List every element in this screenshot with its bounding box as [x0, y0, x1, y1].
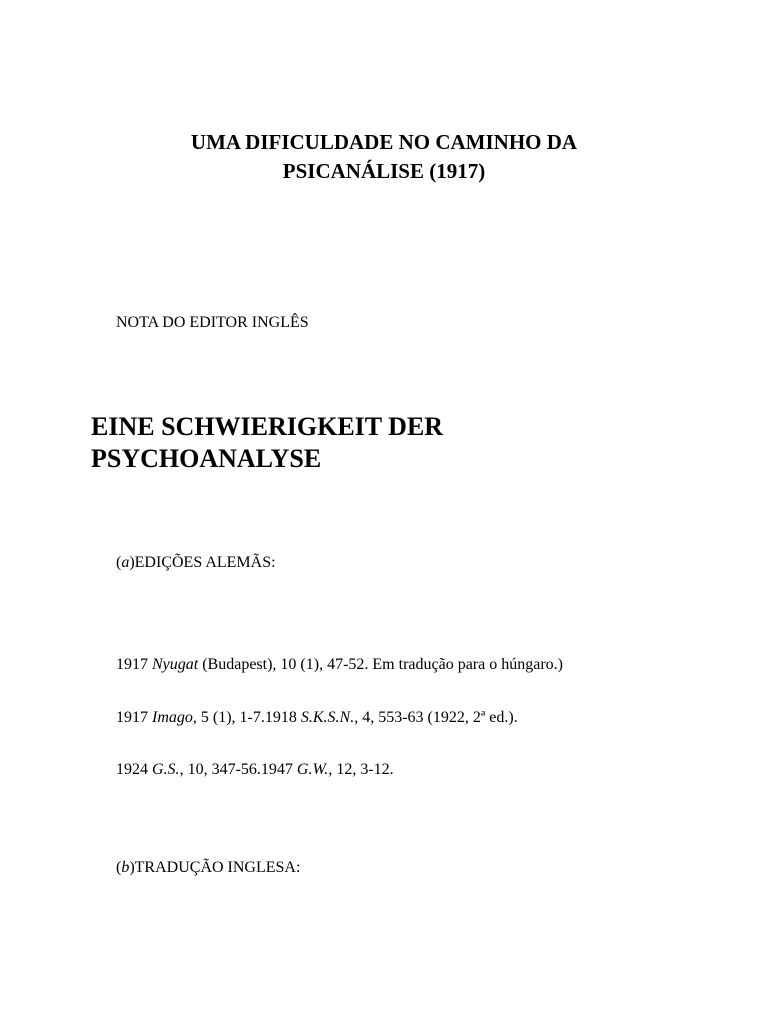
german-title	[91, 411, 443, 475]
section-label: EDIÇÕES ALEMÃS:	[134, 554, 276, 571]
entry-details-2: , 12, 3-12.	[328, 761, 394, 778]
entry-year: 1917	[116, 709, 148, 726]
bibliography-entry	[116, 656, 563, 674]
editor-note-heading: NOTA DO EDITOR INGLÊS	[116, 314, 309, 331]
entry-year: 1924	[116, 761, 148, 778]
section-german-editions: (a)EDIÇÕES ALEMÃS:	[116, 554, 276, 571]
entry-publication: Nyugat	[152, 656, 199, 673]
section-letter: b	[121, 859, 130, 876]
section-english-translation: (b)TRADUÇÃO INGLESA:	[116, 859, 301, 876]
entry-details: , 10, 347-56.1947	[179, 761, 297, 778]
title-line-2: PSICANÁLISE (1917)	[282, 159, 486, 183]
german-title-line-2: PSYCHOANALYSE	[91, 444, 322, 473]
entry-publication-2: G.W.	[296, 761, 329, 778]
entry-publication: Imago	[152, 709, 193, 726]
section-letter: a	[121, 554, 130, 571]
entry-details: , 5 (1), 1-7.1918	[192, 709, 301, 726]
bibliography-entry	[116, 709, 518, 727]
title-line-1: UMA DIFICULDADE NO CAMINHO DA	[190, 130, 578, 154]
german-title-line-1: EINE SCHWIERIGKEIT DER	[91, 412, 444, 441]
entry-details: (Budapest), 10 (1), 47-52. Em tradução para o húngaro.)	[198, 656, 563, 673]
bibliography-entry	[116, 761, 394, 779]
entry-year: 1917	[116, 656, 148, 673]
document-title	[0, 128, 768, 186]
entry-details-2: , 4, 553-63 (1922, 2ª ed.).	[354, 709, 518, 726]
entry-publication: G.S.	[152, 761, 180, 778]
entry-publication-2: S.K.S.N.	[300, 709, 355, 726]
section-label: TRADUÇÃO INGLESA:	[134, 859, 301, 876]
